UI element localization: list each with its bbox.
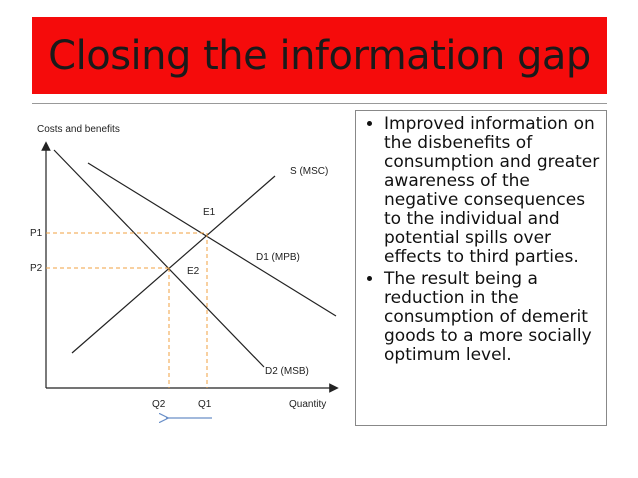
demand-curve-d2-msb (54, 150, 264, 367)
bullet-list (362, 115, 600, 365)
supply-curve-msc (72, 176, 275, 353)
p1-label: P1 (30, 228, 43, 239)
e1-label: E1 (203, 207, 216, 218)
e2-label: E2 (187, 266, 200, 277)
q1-label: Q1 (198, 399, 212, 410)
bullet-item-result: • The result being a reduction in the consumption of demerit goods to a more socially optimum level. (384, 270, 600, 365)
p2-label: P2 (30, 263, 43, 274)
demand-curve-d1-mpb (88, 163, 336, 316)
x-axis-label: Quantity (289, 399, 327, 410)
supply-label: S (MSC) (290, 166, 329, 177)
y-axis-label: Costs and benefits (37, 124, 120, 135)
demand1-label: D1 (MPB) (256, 252, 300, 263)
bullet-item-information: • Improved information on the disbenefits of consumption and greater awareness of the negative consequences to the individual and potential spills over effects to third parties. (384, 115, 600, 267)
slide-title: Closing the information gap (48, 32, 591, 79)
demand2-label: D2 (MSB) (265, 366, 309, 377)
q2-label: Q2 (152, 399, 166, 410)
explanation-box (355, 110, 607, 426)
